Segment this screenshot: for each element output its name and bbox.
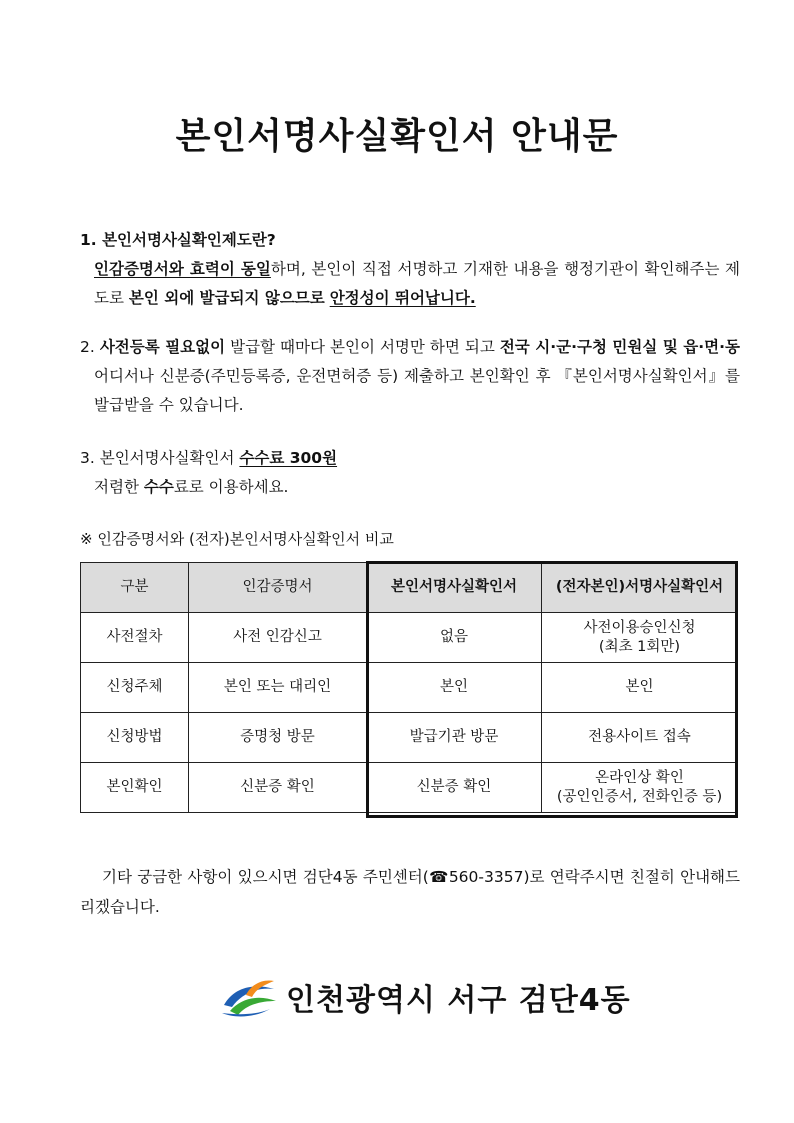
table-cell	[542, 763, 738, 813]
section-2	[80, 333, 740, 420]
cell-line: 온라인상 확인	[595, 769, 684, 786]
district-logo	[220, 972, 631, 1022]
no-preregister-text: 사전등록 필요없이	[99, 338, 226, 356]
cell-line: (최초 1회만)	[598, 638, 681, 655]
table-header: 인감증명서	[189, 563, 367, 613]
cell-line: 사전이용승인신청	[583, 619, 696, 636]
section-3-line-2	[80, 473, 740, 502]
table-cell: 증명청 방문	[189, 713, 367, 763]
section-2-body	[80, 333, 740, 420]
section-3	[80, 444, 740, 502]
stability-text: 안정성이 뛰어납니다.	[329, 289, 476, 307]
comparison-table	[80, 562, 738, 813]
table-header: (전자본인)서명사실확인서	[542, 563, 738, 613]
section-1-heading: 1. 본인서명사실확인제도란?	[80, 231, 276, 249]
section-3-line-1	[80, 444, 740, 473]
table-cell: 본인 또는 대리인	[189, 663, 367, 713]
table-cell: 본인	[367, 663, 542, 713]
table-cell: 신청주체	[81, 663, 189, 713]
table-cell: 본인	[542, 663, 738, 713]
table-header-row	[81, 563, 738, 613]
section-2-text: 발급할 때마다 본인이 서명만 하면 되고	[225, 338, 500, 356]
table-cell: 본인확인	[81, 763, 189, 813]
table-cell: 전용사이트 접속	[542, 713, 738, 763]
table-cell: 없음	[367, 613, 542, 663]
section-1	[80, 226, 740, 313]
section-3-text: 3. 본인서명사실확인서	[80, 449, 240, 467]
table-cell: 사전 인감신고	[189, 613, 367, 663]
table-header: 구분	[81, 563, 189, 613]
table-header: 본인서명사실확인서	[367, 563, 542, 613]
fee-word: 수수	[143, 478, 174, 496]
incheon-logo-icon	[220, 975, 278, 1019]
district-name: 인천광역시 서구 검단4동	[286, 983, 631, 1018]
section-2-number: 2.	[80, 338, 100, 356]
table-row	[81, 713, 738, 763]
table-cell: 신청방법	[81, 713, 189, 763]
table-cell: 신분증 확인	[367, 763, 542, 813]
page-title: 본인서명사실확인서 안내문	[175, 116, 619, 157]
table-cell: 발급기관 방문	[367, 713, 542, 763]
section-2-text-2: 어디서나 신분증(주민등록증, 운전면허증 등) 제출하고 본인확인 후 『본인서명사실확인서』를 발급받을 수 있습니다.	[94, 367, 740, 414]
table-cell: 신분증 확인	[189, 763, 367, 813]
table-row	[81, 763, 738, 813]
nationwide-office-text: 전국 시·군·구청 민원실 및 읍·면·동	[499, 338, 740, 356]
cell-line: (공인인증서, 전화인증 등)	[556, 788, 723, 805]
table-cell: 사전절차	[81, 613, 189, 663]
cheap-text: 저렴한	[94, 478, 144, 496]
fee-text: 수수료 300원	[239, 449, 338, 467]
effect-equal-text: 인감증명서와 효력이 동일	[94, 260, 271, 278]
only-self-text: 본인 외에 발급되지 않으므로	[128, 289, 325, 307]
table-row	[81, 663, 738, 713]
table-cell	[542, 613, 738, 663]
section-1-text: 하며, 본인이 직접 서명하고 기재한 내용을 행정기관이 확인해주는 제도로	[94, 260, 741, 307]
table-row	[81, 613, 738, 663]
use-text: 료로 이용하세요.	[173, 478, 289, 496]
contact-text: 기타 궁금한 사항이 있으시면 검단4동 주민센터(☎560-3357)로 연락주시면 친절히 안내해드리겠습니다.	[80, 868, 740, 916]
comparison-note: ※ 인감증명서와 (전자)본인서명사실확인서 비교	[80, 530, 394, 548]
section-1-body	[80, 255, 740, 313]
